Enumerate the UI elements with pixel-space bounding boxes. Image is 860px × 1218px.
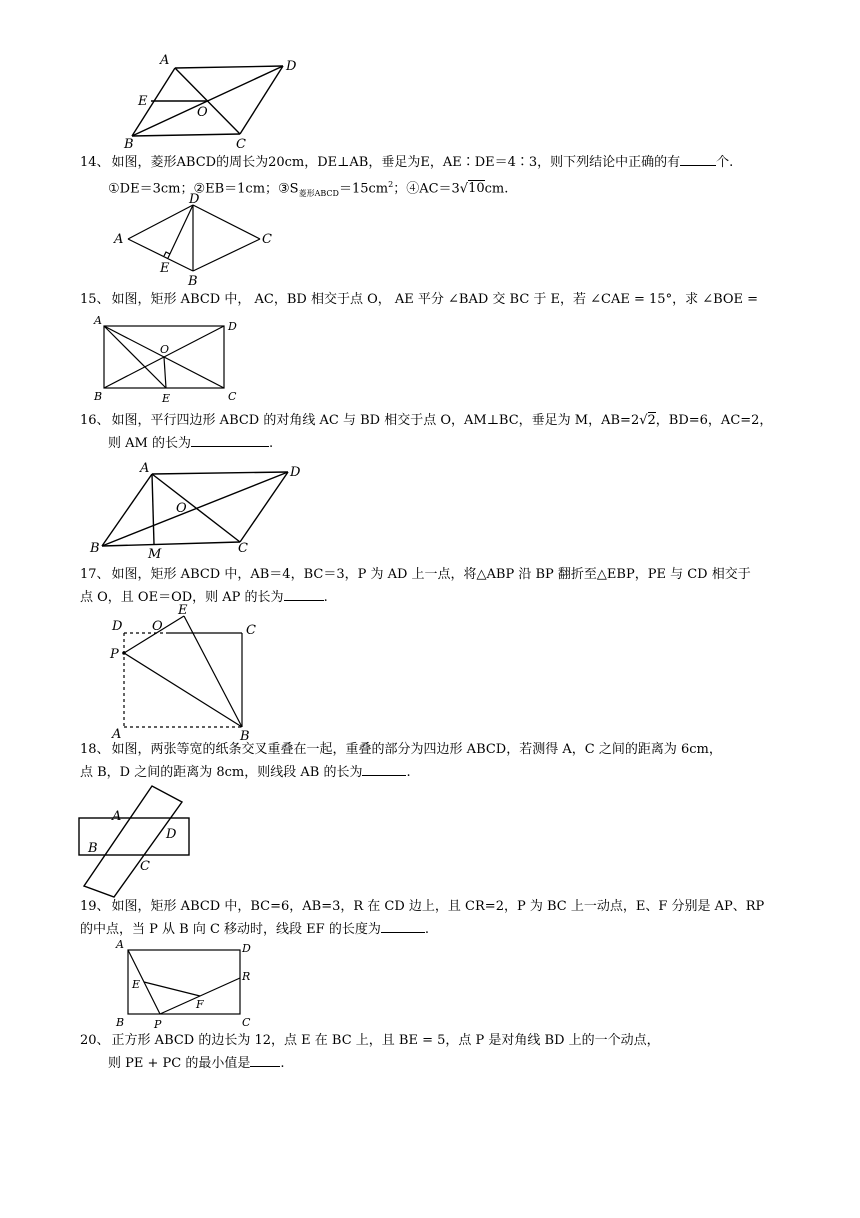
answer-blank[interactable] [381,918,425,933]
segment-dc [240,472,288,542]
subscript-text: 菱形ABCD [298,188,339,198]
question-16-line-1 [80,410,780,432]
figure-parallelogram-16 [86,460,306,560]
label-p: P [154,1018,162,1031]
sqrt-radicand: 10 [468,181,485,197]
option-text: cm. [484,181,509,197]
label-c: C [236,137,246,152]
question-text: 如图，矩形 ABCD 中， AC，BD 相交于点 O， AE 平分 ∠BAD 交 BC 于 E，若 ∠CAE = 15°，求 ∠BOE = [111,292,759,307]
segment-oe [164,357,166,388]
question-19-line-1 [80,896,780,918]
label-b: B [240,729,250,744]
question-text: 如图，平行四边形 ABCD 的对角线 AC 与 BD 相交于点 O，AM⊥BC，垂足为 M，AB=2 [111,413,640,428]
segment-cb [132,134,240,136]
label-a: A [116,938,124,951]
figure-18-svg [74,780,224,900]
question-text: . [280,1056,285,1071]
label-c: C [140,859,150,874]
question-number: 15、 [80,292,110,307]
question-18 [80,739,780,784]
label-c: C [246,623,256,638]
figure-rhombus-abcd [110,193,290,289]
segment-cb [193,239,260,271]
question-number: 20、 [80,1033,110,1048]
label-b: B [116,1016,125,1029]
question-16 [80,410,780,455]
answer-blank[interactable] [680,151,716,166]
figure-13-svg [120,50,310,150]
question-text: 正方形 ABCD 的边长为 12，点 E 在 BC 上，且 BE = 5，点 P 是对角线 BD 上的一个动点， [111,1033,660,1048]
label-o: O [197,105,208,120]
segment-ef [144,982,200,996]
diagonal-bd [102,472,288,546]
question-text: 点 B，D 之间的距离为 8cm，则线段 AB 的长为 [80,765,363,780]
question-15 [80,289,780,311]
question-text: 点 O，且 OE＝OD，则 AP 的长为 [80,590,284,605]
question-text: 的中点，当 P 从 B 向 C 移动时，线段 EF 的长度为 [80,922,381,937]
question-number: 17、 [80,567,110,582]
question-19 [80,896,780,941]
question-text: 如图，菱形ABCD的周长为20cm，DE⊥AB，垂足为E，AE∶DE＝4∶3，则下列结论中正确的有 [111,155,681,170]
question-text: . [323,590,328,605]
sqrt-sign: √ [639,413,648,428]
figure-paper-strips-18 [74,780,224,900]
label-d: D [290,465,301,480]
label-d: D [166,827,177,842]
label-m: M [148,547,162,562]
label-a: A [160,53,170,68]
label-b: B [90,541,100,556]
answer-blank[interactable] [284,586,324,601]
diagonal-ac [152,474,240,542]
question-text: 如图，矩形 ABCD 中，AB＝4，BC＝3，P 为 AD 上一点，将△ABP 沿 BP 翻折至△EBP，PE 与 CD 相交于 [111,567,751,582]
segment-cb [102,542,240,546]
label-b: B [124,137,134,152]
answer-blank[interactable] [191,432,269,447]
segment-dc [193,205,260,239]
label-o: O [176,501,187,516]
label-a: A [140,461,150,476]
label-b: B [188,274,198,289]
segment-pb [124,653,242,727]
question-18-line-1 [80,739,780,761]
question-text: 如图，矩形 ABCD 中，BC=6，AB=3，R 在 CD 边上，且 CR=2，P 为 BC 上一动点，E、F 分别是 AP、RP [111,899,765,914]
question-17-line-1 [80,564,780,586]
label-p: P [110,647,119,662]
label-c: C [228,390,237,403]
segment-ad [175,66,283,68]
question-number: 19、 [80,899,110,914]
label-b: B [94,390,103,403]
label-b: B [88,841,98,856]
question-text: 则 AM 的长为 [108,436,191,451]
question-20 [80,1030,780,1075]
segment-ae [104,326,166,388]
option-text: ；④AC＝3 [393,181,460,197]
figure-19-svg [110,936,260,1032]
answer-blank[interactable] [362,761,406,776]
label-d: D [286,59,297,74]
option-text: ＝15cm [338,181,389,197]
question-text: 如图，两张等宽的纸条交叉重叠在一起，重叠的部分为四边形 ABCD，若测得 A，C 之间的距离为 6cm， [111,742,722,757]
label-c: C [262,232,272,247]
label-e: E [138,94,148,109]
label-a: A [112,809,122,824]
question-text: ，BD=6，AC=2， [655,413,773,428]
figure-14-svg [110,193,290,289]
answer-blank[interactable] [250,1052,280,1067]
sqrt-radicand: 2 [647,413,656,428]
label-o: O [160,343,170,356]
segment-ad [128,205,193,239]
segment-ba [102,474,152,546]
question-16-line-2 [80,432,780,455]
question-text: . [424,922,429,937]
label-a: A [94,314,102,327]
label-d: D [228,320,237,333]
figure-parallelogram-abcd [120,50,310,150]
figure-rectangle-abcd-15 [88,312,248,404]
segment-ad [152,472,288,474]
label-f: F [196,998,204,1011]
label-e: E [162,392,171,405]
question-15-line-1 [80,289,780,311]
question-text: . [406,765,411,780]
superscript-text: 2 [388,180,394,189]
question-text: 则 PE + PC 的最小值是 [108,1056,251,1071]
question-20-line-1 [80,1030,780,1052]
segment-am [152,474,154,544]
figure-15-svg [88,312,248,404]
question-text: . [268,436,274,451]
figure-rectangle-fold-17 [106,602,266,742]
figure-rectangle-19 [110,936,260,1032]
label-a: A [112,727,122,742]
label-c: C [238,541,248,556]
label-r: R [242,970,251,983]
label-d: D [242,942,251,955]
label-d: D [189,192,200,207]
option-text: ①DE＝3cm；②EB＝1cm；③S [108,181,299,197]
label-c: C [242,1016,251,1029]
question-14-line-1 [80,151,780,174]
question-number: 16、 [80,413,110,428]
label-o: O [152,619,163,634]
point-p [122,651,126,655]
segment-de [168,205,193,258]
question-20-line-2 [80,1052,780,1075]
label-d: D [112,619,123,634]
label-e: E [132,978,141,991]
label-e: E [160,261,170,276]
figure-16-svg [86,460,306,560]
figure-17-svg [106,602,266,742]
question-number: 14、 [80,155,110,170]
question-number: 18、 [80,742,110,757]
label-a: A [114,232,124,247]
question-text: 个. [716,155,734,170]
sqrt-sign: √ [459,181,469,197]
label-e: E [178,603,188,618]
